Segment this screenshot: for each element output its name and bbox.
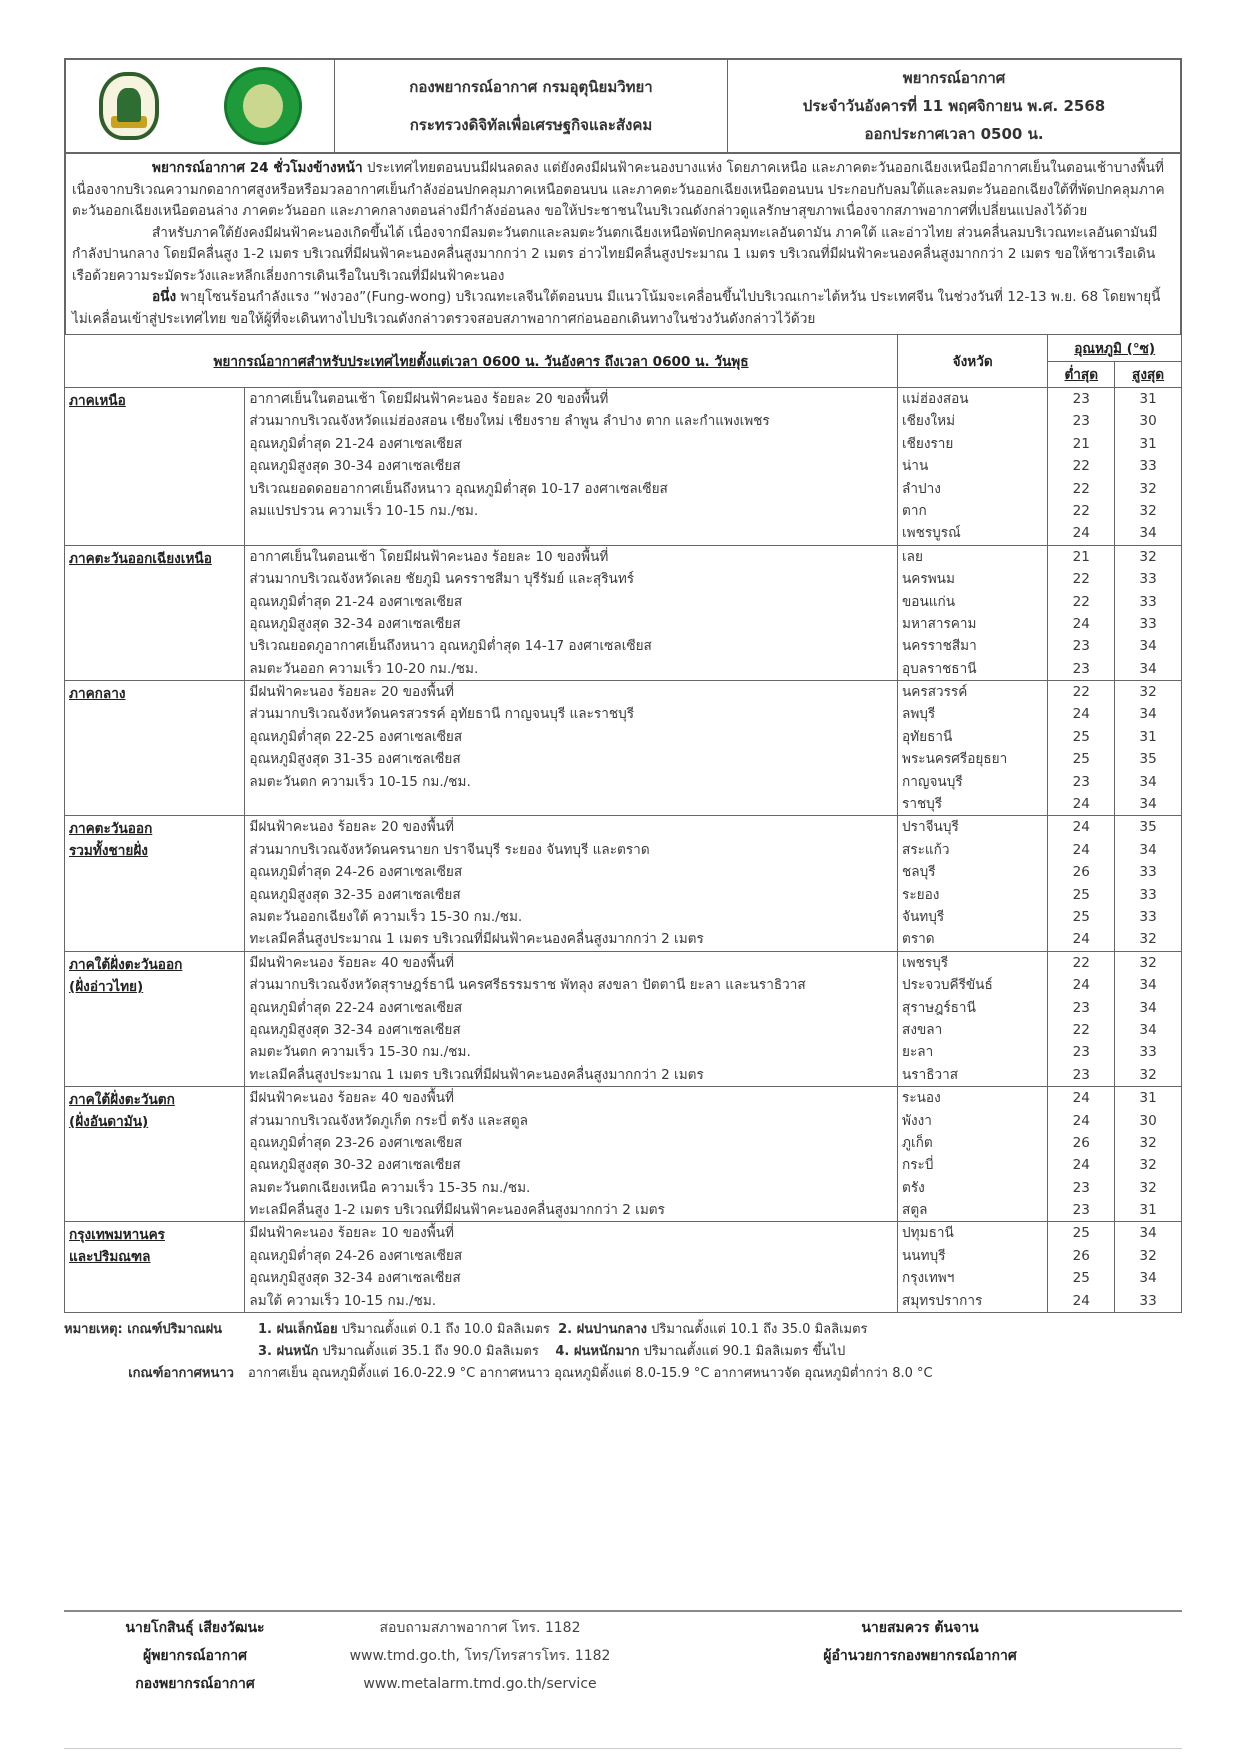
min-temp: 26 bbox=[1072, 864, 1090, 881]
rain-moderate-label: 2. ฝนปานกลาง bbox=[558, 1322, 648, 1338]
province-list bbox=[898, 1087, 1048, 1222]
province-name: ระนอง bbox=[902, 1090, 941, 1107]
max-temp: 34 bbox=[1139, 977, 1157, 994]
forecast-line: บริเวณยอดภูอากาศเย็นถึงหนาว อุณหภูมิต่ำสุด 14-17 องศาเซลเซียส bbox=[249, 638, 652, 655]
province-name: ตรัง bbox=[902, 1179, 925, 1196]
province-name: ขอนแก่น bbox=[902, 593, 956, 610]
province-name: อุทัยธานี bbox=[902, 728, 953, 745]
contact-info bbox=[330, 1614, 630, 1698]
max-temp: 32 bbox=[1139, 954, 1157, 971]
region-forecast bbox=[245, 816, 898, 951]
max-temp: 33 bbox=[1139, 571, 1157, 588]
forecast-line: อุณหภูมิสูงสุด 32-35 องศาเซลเซียส bbox=[249, 886, 461, 903]
director-signature bbox=[780, 1614, 1060, 1670]
province-name: พระนครศรีอยุธยา bbox=[902, 751, 1008, 768]
max-temp: 34 bbox=[1139, 660, 1157, 677]
forecast-line: อากาศเย็นในตอนเช้า โดยมีฝนฟ้าคะนอง ร้อยละ 10 ของพื้นที่ bbox=[249, 548, 609, 565]
province-list bbox=[898, 545, 1048, 680]
forecast-line: ส่วนมากบริเวณจังหวัดภูเก็ต กระบี่ ตรัง และสตูล bbox=[249, 1112, 529, 1129]
region-forecast bbox=[245, 545, 898, 680]
province-name: นราธิวาส bbox=[902, 1066, 959, 1083]
province-name: ลพบุรี bbox=[902, 706, 936, 723]
summary-paragraph-1 bbox=[72, 158, 1174, 223]
min-temp: 23 bbox=[1072, 660, 1090, 677]
max-temp: 32 bbox=[1139, 548, 1157, 565]
min-temp: 21 bbox=[1072, 435, 1090, 452]
forecast-summary bbox=[64, 154, 1182, 334]
issue-time: ออกประกาศเวลา 0500 น. bbox=[864, 125, 1044, 143]
max-temp: 33 bbox=[1139, 615, 1157, 632]
max-temp: 34 bbox=[1139, 525, 1157, 542]
region-subtitle: (ฝั่งอ่าวไทย) bbox=[69, 978, 144, 995]
min-temp: 26 bbox=[1072, 1134, 1090, 1151]
forecast-line: ส่วนมากบริเวณจังหวัดนครนายก ปราจีนบุรี ระยอง จันทบุรี และตราด bbox=[249, 841, 650, 858]
min-temp: 22 bbox=[1072, 502, 1090, 519]
max-temp: 31 bbox=[1139, 1202, 1157, 1219]
min-temp: 22 bbox=[1072, 458, 1090, 475]
region-forecast bbox=[245, 951, 898, 1086]
province-name: กระบี่ bbox=[902, 1157, 934, 1174]
max-temp: 31 bbox=[1139, 435, 1157, 452]
max-temp: 33 bbox=[1139, 1044, 1157, 1061]
province-name: แม่ฮ่องสอน bbox=[902, 391, 969, 407]
max-temp: 32 bbox=[1139, 684, 1157, 701]
rain-very-heavy-text: ปริมาณตั้งแต่ 90.1 มิลลิเมตร ขึ้นไป bbox=[639, 1344, 846, 1360]
region-title: ภาคใต้ฝั่งตะวันตก bbox=[69, 1092, 175, 1109]
min-temp: 25 bbox=[1072, 751, 1090, 768]
cold-criteria-text: อากาศเย็น อุณหภูมิตั้งแต่ 16.0-22.9 °C อากาศหนาว อุณหภูมิตั้งแต่ 8.0-15.9 °C อากาศหนาวจัด อุณหภูมิต่ำกว่า 8.0 °C bbox=[248, 1366, 933, 1382]
notes bbox=[64, 1319, 1182, 1385]
table-header-province: จังหวัด bbox=[898, 335, 1048, 388]
cold-criteria-label: เกณฑ์อากาศหนาว bbox=[128, 1366, 234, 1382]
forecast-line: อุณหภูมิต่ำสุด 24-26 องศาเซลเซียส bbox=[249, 864, 463, 881]
forecast-document bbox=[64, 58, 1182, 1385]
province-name: จันทบุรี bbox=[902, 908, 945, 925]
province-name: เชียงราย bbox=[902, 435, 954, 452]
rain-moderate-text: ปริมาณตั้งแต่ 10.1 ถึง 35.0 มิลลิเมตร bbox=[647, 1322, 868, 1338]
forecast-line: มีฝนฟ้าคะนอง ร้อยละ 40 ของพื้นที่ bbox=[249, 954, 455, 971]
contact-phone: สอบถามสภาพอากาศ โทร. 1182 bbox=[379, 1620, 581, 1636]
province-name: ยะลา bbox=[902, 1044, 934, 1061]
region-title: ภาคใต้ฝั่งตะวันออก bbox=[69, 956, 183, 973]
min-temp: 25 bbox=[1072, 728, 1090, 745]
forecast-line: อุณหภูมิสูงสุด 32-34 องศาเซลเซียส bbox=[249, 1270, 461, 1287]
max-temp: 34 bbox=[1139, 638, 1157, 655]
region-forecast bbox=[245, 388, 898, 546]
region-subtitle: (ฝั่งอันดามัน) bbox=[69, 1114, 149, 1131]
max-temp: 33 bbox=[1139, 593, 1157, 610]
region-subtitle: และปริมณฑล bbox=[69, 1249, 151, 1266]
max-temp: 35 bbox=[1139, 819, 1157, 836]
province-name: นครพนม bbox=[902, 571, 955, 588]
province-name: ภูเก็ต bbox=[902, 1134, 933, 1151]
department-block bbox=[335, 60, 728, 152]
forecast-line: ทะเลมีคลื่นสูงประมาณ 1 เมตร บริเวณที่มีฝนฟ้าคะนองคลื่นสูงมากกว่า 2 เมตร bbox=[249, 1066, 704, 1083]
province-name: กาญจนบุรี bbox=[902, 773, 963, 790]
max-temp-list bbox=[1115, 1087, 1182, 1222]
region-row bbox=[65, 388, 1182, 546]
region-title: ภาคกลาง bbox=[69, 686, 126, 703]
max-temp: 34 bbox=[1139, 1021, 1157, 1038]
province-name: ชลบุรี bbox=[902, 864, 936, 881]
title-block bbox=[728, 60, 1180, 152]
table-header-min: ต่ำสุด bbox=[1048, 361, 1115, 388]
province-name: สงขลา bbox=[902, 1021, 943, 1038]
max-temp: 32 bbox=[1139, 931, 1157, 948]
region-name bbox=[65, 951, 245, 1086]
province-list bbox=[898, 816, 1048, 951]
min-temp: 23 bbox=[1072, 773, 1090, 790]
province-name: สุราษฎร์ธานี bbox=[902, 999, 976, 1016]
province-name: ตราด bbox=[902, 931, 935, 948]
min-temp: 22 bbox=[1072, 684, 1090, 701]
province-name: ตาก bbox=[902, 502, 927, 519]
max-temp: 32 bbox=[1139, 1179, 1157, 1196]
region-subtitle: รวมทั้งชายฝั่ง bbox=[69, 843, 148, 860]
region-title: ภาคเหนือ bbox=[69, 393, 126, 409]
summary-text-1: ประเทศไทยตอนบนมีฝนลดลง แต่ยังคงมีฝนฟ้าคะนองบางแห่ง โดยภาคเหนือ และภาคตะวันออกเฉียงเหนือมีอากาศเย็นในตอนเช้าบางพื้นที่ เนื่องจากบริเวณความกดอากาศสูงหรือหรือมวลอากาศเย็นกำลังอ่อนปกคลุมภาคเหนือตอนบน และภาคตะวันออกเฉียงเหนือตอนบน ประกอบกับลมใต้และลมตะวันออกเฉียงใต้ที่พัดปกคลุมภาคตะวันออกเฉียงเหนือตอนล่าง ภาคตะวันออก และภาคกลางตอนล่างมีกำลังอ่อนลง ขอให้ประชาชนในบริเวณดังกล่าวดูแลรักษาสุขภาพเนื่องจากสภาพอากาศที่เปลี่ยนแปลงไว้ด้วย bbox=[72, 160, 1165, 219]
min-temp-list bbox=[1048, 816, 1115, 951]
min-temp: 23 bbox=[1072, 1202, 1090, 1219]
max-temp: 32 bbox=[1139, 1157, 1157, 1174]
forecast-line: ส่วนมากบริเวณจังหวัดแม่ฮ่องสอน เชียงใหม่ เชียงราย ลำพูน ลำปาง ตาก และกำแพงเพชร bbox=[249, 413, 770, 430]
rain-criteria-3-4 bbox=[64, 1341, 1182, 1363]
province-name: นครราชสีมา bbox=[902, 638, 977, 655]
min-temp-list bbox=[1048, 1087, 1115, 1222]
forecast-line: อุณหภูมิต่ำสุด 23-26 องศาเซลเซียส bbox=[249, 1134, 463, 1151]
contact-service-link[interactable]: www.metalarm.tmd.go.th/service bbox=[363, 1676, 597, 1692]
forecast-line: ลมตะวันออกเฉียงใต้ ความเร็ว 15-30 กม./ชม. bbox=[249, 908, 523, 925]
region-name bbox=[65, 1222, 245, 1313]
max-temp: 33 bbox=[1139, 864, 1157, 881]
province-name: นครสวรรค์ bbox=[902, 684, 968, 701]
max-temp: 31 bbox=[1139, 728, 1157, 745]
forecast-line: อุณหภูมิต่ำสุด 22-25 องศาเซลเซียส bbox=[249, 728, 463, 745]
ministry-name: กระทรวงดิจิทัลเพื่อเศรษฐกิจและสังคม bbox=[409, 116, 653, 134]
min-temp: 23 bbox=[1072, 391, 1090, 407]
max-temp: 33 bbox=[1139, 458, 1157, 475]
province-name: สมุทรปราการ bbox=[902, 1292, 983, 1309]
province-name: ระยอง bbox=[902, 886, 940, 903]
forecast-line: อุณหภูมิสูงสุด 30-34 องศาเซลเซียส bbox=[249, 458, 461, 475]
min-temp: 24 bbox=[1072, 1157, 1090, 1174]
province-name: ลำปาง bbox=[902, 480, 941, 497]
min-temp-list bbox=[1048, 388, 1115, 546]
contact-website[interactable]: www.tmd.go.th, โทร/โทรสารโทร. 1182 bbox=[349, 1648, 611, 1664]
forecast-line: มีฝนฟ้าคะนอง ร้อยละ 20 ของพื้นที่ bbox=[249, 819, 455, 836]
max-temp: 34 bbox=[1139, 706, 1157, 723]
forecast-line: ลมตะวันตก ความเร็ว 10-15 กม./ชม. bbox=[249, 773, 471, 790]
max-temp: 34 bbox=[1139, 1225, 1157, 1242]
min-temp: 22 bbox=[1072, 571, 1090, 588]
director-title: ผู้อำนวยการกองพยากรณ์อากาศ bbox=[823, 1648, 1017, 1664]
max-temp: 34 bbox=[1139, 796, 1157, 813]
forecast-line: มีฝนฟ้าคะนอง ร้อยละ 40 ของพื้นที่ bbox=[249, 1090, 455, 1107]
rain-light-text: ปริมาณตั้งแต่ 0.1 ถึง 10.0 มิลลิเมตร bbox=[337, 1322, 550, 1338]
min-temp: 26 bbox=[1072, 1247, 1090, 1264]
min-temp-list bbox=[1048, 545, 1115, 680]
forecaster-signature bbox=[90, 1614, 300, 1698]
min-temp: 21 bbox=[1072, 548, 1090, 565]
forecast-line: ทะเลมีคลื่นสูง 1-2 เมตร บริเวณที่มีฝนฟ้าคะนองคลื่นสูงมากกว่า 2 เมตร bbox=[249, 1202, 665, 1219]
region-row bbox=[65, 1222, 1182, 1313]
forecast-line: ทะเลมีคลื่นสูงประมาณ 1 เมตร บริเวณที่มีฝนฟ้าคะนองคลื่นสูงมากกว่า 2 เมตร bbox=[249, 931, 704, 948]
max-temp-list bbox=[1115, 681, 1182, 816]
forecast-line: ส่วนมากบริเวณจังหวัดนครสวรรค์ อุทัยธานี กาญจนบุรี และราชบุรี bbox=[249, 706, 635, 723]
province-name: เชียงใหม่ bbox=[902, 413, 956, 430]
forecast-line: ลมตะวันตก ความเร็ว 15-30 กม./ชม. bbox=[249, 1044, 471, 1061]
forecast-line: อุณหภูมิสูงสุด 32-34 องศาเซลเซียส bbox=[249, 615, 461, 632]
region-row bbox=[65, 816, 1182, 951]
max-temp: 32 bbox=[1139, 480, 1157, 497]
director-name: นายสมควร ต้นจาน bbox=[861, 1620, 979, 1636]
province-name: สตูล bbox=[902, 1202, 928, 1219]
forecast-line: อุณหภูมิต่ำสุด 24-26 องศาเซลเซียส bbox=[249, 1247, 463, 1264]
province-name: ประจวบคีรีขันธ์ bbox=[902, 977, 993, 994]
logos bbox=[66, 60, 335, 152]
province-name: เพชรบุรี bbox=[902, 954, 949, 971]
region-forecast bbox=[245, 681, 898, 816]
forecast-line: อุณหภูมิต่ำสุด 21-24 องศาเซลเซียส bbox=[249, 593, 463, 610]
min-temp: 24 bbox=[1072, 819, 1090, 836]
max-temp: 32 bbox=[1139, 1134, 1157, 1151]
region-title: ภาคตะวันออก bbox=[69, 821, 153, 838]
min-temp: 24 bbox=[1072, 706, 1090, 723]
table-header-max: สูงสุด bbox=[1115, 361, 1182, 388]
rain-very-heavy-label: 4. ฝนหนักมาก bbox=[555, 1344, 640, 1360]
max-temp-list bbox=[1115, 816, 1182, 951]
document-date: ประจำวันอังคารที่ 11 พฤศจิกายน พ.ศ. 2568 bbox=[802, 97, 1106, 115]
max-temp: 32 bbox=[1139, 1247, 1157, 1264]
rain-criteria-1-2 bbox=[258, 1319, 868, 1341]
document-title: พยากรณ์อากาศ bbox=[902, 69, 1006, 87]
min-temp: 23 bbox=[1072, 1044, 1090, 1061]
max-temp: 32 bbox=[1139, 1066, 1157, 1083]
document-header bbox=[64, 58, 1182, 154]
province-list bbox=[898, 388, 1048, 546]
max-temp: 31 bbox=[1139, 391, 1157, 407]
province-name: เลย bbox=[902, 548, 923, 565]
max-temp: 32 bbox=[1139, 502, 1157, 519]
region-row bbox=[65, 681, 1182, 816]
summary-paragraph-3 bbox=[72, 287, 1174, 330]
province-name: ปราจีนบุรี bbox=[902, 819, 959, 836]
region-forecast bbox=[245, 1222, 898, 1313]
max-temp-list bbox=[1115, 951, 1182, 1086]
province-name: ราชบุรี bbox=[902, 796, 943, 813]
forecast-line: อุณหภูมิสูงสุด 30-32 องศาเซลเซียส bbox=[249, 1157, 461, 1174]
min-temp: 22 bbox=[1072, 1021, 1090, 1038]
min-temp: 23 bbox=[1072, 1179, 1090, 1196]
min-temp: 23 bbox=[1072, 413, 1090, 430]
min-temp: 25 bbox=[1072, 1270, 1090, 1287]
min-temp: 25 bbox=[1072, 886, 1090, 903]
province-name: พังงา bbox=[902, 1112, 932, 1129]
min-temp: 24 bbox=[1072, 796, 1090, 813]
region-forecast bbox=[245, 1087, 898, 1222]
footer-rule bbox=[64, 1610, 1182, 1612]
min-temp-list bbox=[1048, 951, 1115, 1086]
rain-light-label: 1. ฝนเล็กน้อย bbox=[258, 1322, 338, 1338]
min-temp: 22 bbox=[1072, 954, 1090, 971]
forecast-table bbox=[64, 334, 1182, 1313]
max-temp: 30 bbox=[1139, 1112, 1157, 1129]
min-temp: 23 bbox=[1072, 638, 1090, 655]
region-row bbox=[65, 545, 1182, 680]
region-row bbox=[65, 951, 1182, 1086]
province-list bbox=[898, 681, 1048, 816]
forecast-line: มีฝนฟ้าคะนอง ร้อยละ 10 ของพื้นที่ bbox=[249, 1225, 455, 1242]
forecast-line: อากาศเย็นในตอนเช้า โดยมีฝนฟ้าคะนอง ร้อยละ 20 ของพื้นที่ bbox=[249, 391, 609, 407]
min-temp: 24 bbox=[1072, 1292, 1090, 1309]
min-temp: 24 bbox=[1072, 841, 1090, 858]
page-bottom-rule bbox=[64, 1748, 1182, 1749]
forecast-line: ลมแปรปรวน ความเร็ว 10-15 กม./ชม. bbox=[249, 502, 479, 519]
region-name bbox=[65, 388, 245, 546]
region-row bbox=[65, 1087, 1182, 1222]
forecast-line: อุณหภูมิสูงสุด 31-35 องศาเซลเซียส bbox=[249, 751, 461, 768]
max-temp-list bbox=[1115, 545, 1182, 680]
summary-paragraph-2: สำหรับภาคใต้ยังคงมีฝนฟ้าคะนองเกิดขึ้นได้ เนื่องจากมีลมตะวันตกและลมตะวันตกเฉียงเหนือพัดปกคลุมทะเลอันดามัน ภาคใต้ และอ่าวไทย ส่วนคลื่นลมบริเวณทะเลอันดามันมีกำลังปานกลาง โดยมีคลื่นสูง 1-2 เมตร บริเวณที่มีฝนฟ้าคะนองคลื่นสูงมากกว่า 2 เมตร อ่าวไทยมีคลื่นสูงประมาณ 1 เมตร บริเวณที่มีฝนฟ้าคะนองคลื่นสูงมากกว่า 2 เมตร ขอให้ชาวเรือเดินเรือด้วยความระมัดระวังและหลีกเลี่ยงการเดินเรือในบริเวณที่มีฝนฟ้าคะนอง bbox=[72, 224, 1158, 284]
forecast-line: ลมใต้ ความเร็ว 10-15 กม./ชม. bbox=[249, 1292, 437, 1309]
min-temp: 25 bbox=[1072, 908, 1090, 925]
department-name: กองพยากรณ์อากาศ กรมอุตุนิยมวิทยา bbox=[409, 78, 653, 96]
province-name: มหาสารคาม bbox=[902, 615, 977, 632]
province-name: ปทุมธานี bbox=[902, 1225, 954, 1242]
max-temp-list bbox=[1115, 388, 1182, 546]
min-temp: 24 bbox=[1072, 1112, 1090, 1129]
province-name: สระแก้ว bbox=[902, 841, 950, 858]
summary-text-3: พายุโซนร้อนกำลังแรง “ฟงวอง”(Fung-wong) บริเวณทะเลจีนใต้ตอนบน มีแนวโน้มจะเคลื่อนขึ้นไปบริเวณเกาะไต้หวัน ประเทศจีน ในช่วงวันที่ 12-13 พ.ย. 68 โดยพายุนี้ไม่เคลื่อนเข้าสู่ประเทศไทย ขอให้ผู้ที่จะเดินทางไปบริเวณดังกล่าวตรวจสอบสภาพอากาศก่อนออกเดินทางในช่วงวันดังกล่าวไว้ด้วย bbox=[72, 289, 1161, 327]
max-temp: 33 bbox=[1139, 1292, 1157, 1309]
region-name bbox=[65, 681, 245, 816]
forecaster-name: นายโกสินธุ์ เสียงวัฒนะ bbox=[125, 1620, 265, 1636]
forecast-line: อุณหภูมิต่ำสุด 21-24 องศาเซลเซียส bbox=[249, 435, 463, 452]
min-temp: 24 bbox=[1072, 931, 1090, 948]
max-temp: 34 bbox=[1139, 1270, 1157, 1287]
min-temp: 24 bbox=[1072, 525, 1090, 542]
min-temp: 25 bbox=[1072, 1225, 1090, 1242]
min-temp-list bbox=[1048, 1222, 1115, 1313]
forecast-line: บริเวณยอดดอยอากาศเย็นถึงหนาว อุณหภูมิต่ำสุด 10-17 องศาเซลเซียส bbox=[249, 480, 668, 497]
min-temp-list bbox=[1048, 681, 1115, 816]
min-temp: 24 bbox=[1072, 977, 1090, 994]
rain-criteria-label: หมายเหตุ: เกณฑ์ปริมาณฝน bbox=[64, 1322, 223, 1338]
forecaster-title: ผู้พยากรณ์อากาศ bbox=[143, 1648, 247, 1664]
region-name bbox=[65, 1087, 245, 1222]
region-title: ภาคตะวันออกเฉียงเหนือ bbox=[69, 550, 212, 567]
rain-heavy-text: ปริมาณตั้งแต่ 35.1 ถึง 90.0 มิลลิเมตร bbox=[318, 1344, 539, 1360]
max-temp: 34 bbox=[1139, 999, 1157, 1016]
province-name: นนทบุรี bbox=[902, 1247, 946, 1264]
table-header-forecast: พยากรณ์อากาศสำหรับประเทศไทยตั้งแต่เวลา 0600 น. วันอังคาร ถึงเวลา 0600 น. วันพุธ bbox=[65, 335, 898, 388]
rain-heavy-label: 3. ฝนหนัก bbox=[258, 1344, 319, 1360]
province-name: กรุงเทพฯ bbox=[902, 1270, 955, 1287]
min-temp: 22 bbox=[1072, 480, 1090, 497]
region-title: กรุงเทพมหานคร bbox=[69, 1227, 165, 1244]
min-temp: 23 bbox=[1072, 1066, 1090, 1083]
max-temp: 35 bbox=[1139, 751, 1157, 768]
max-temp: 34 bbox=[1139, 773, 1157, 790]
min-temp: 24 bbox=[1072, 1090, 1090, 1107]
forecast-line: อุณหภูมิสูงสุด 32-34 องศาเซลเซียส bbox=[249, 1021, 461, 1038]
forecast-line: ส่วนมากบริเวณจังหวัดเลย ชัยภูมิ นครราชสีมา บุรีรัมย์ และสุรินทร์ bbox=[249, 571, 635, 588]
forecast-line: ลมตะวันออก ความเร็ว 10-20 กม./ชม. bbox=[249, 660, 479, 677]
forecast-line: อุณหภูมิต่ำสุด 22-24 องศาเซลเซียส bbox=[249, 999, 463, 1016]
province-list bbox=[898, 1222, 1048, 1313]
forecast-line: ลมตะวันตกเฉียงเหนือ ความเร็ว 15-35 กม./ชม. bbox=[249, 1179, 531, 1196]
max-temp: 34 bbox=[1139, 841, 1157, 858]
forecast-line: ส่วนมากบริเวณจังหวัดสุราษฎร์ธานี นครศรีธรรมราช พัทลุง สงขลา ปัตตานี ยะลา และนราธิวาส bbox=[249, 977, 806, 994]
province-list bbox=[898, 951, 1048, 1086]
max-temp: 30 bbox=[1139, 413, 1157, 430]
max-temp-list bbox=[1115, 1222, 1182, 1313]
province-name: อุบลราชธานี bbox=[902, 660, 977, 677]
max-temp: 33 bbox=[1139, 886, 1157, 903]
max-temp: 31 bbox=[1139, 1090, 1157, 1107]
min-temp: 23 bbox=[1072, 999, 1090, 1016]
region-name bbox=[65, 816, 245, 951]
min-temp: 24 bbox=[1072, 615, 1090, 632]
table-header-temperature: อุณหภูมิ (°ซ) bbox=[1048, 335, 1182, 362]
forecast-line: มีฝนฟ้าคะนอง ร้อยละ 20 ของพื้นที่ bbox=[249, 684, 455, 701]
province-name: เพชรบูรณ์ bbox=[902, 525, 961, 542]
summary-note-lead: อนึ่ง bbox=[152, 289, 177, 305]
summary-lead: พยากรณ์อากาศ 24 ชั่วโมงข้างหน้า bbox=[152, 160, 363, 176]
region-name bbox=[65, 545, 245, 680]
max-temp: 33 bbox=[1139, 908, 1157, 925]
tmd-emblem-logo bbox=[99, 72, 159, 140]
province-name: น่าน bbox=[902, 458, 929, 475]
forecaster-division: กองพยากรณ์อากาศ bbox=[135, 1676, 255, 1692]
min-temp: 22 bbox=[1072, 593, 1090, 610]
department-seal-logo bbox=[224, 67, 302, 145]
